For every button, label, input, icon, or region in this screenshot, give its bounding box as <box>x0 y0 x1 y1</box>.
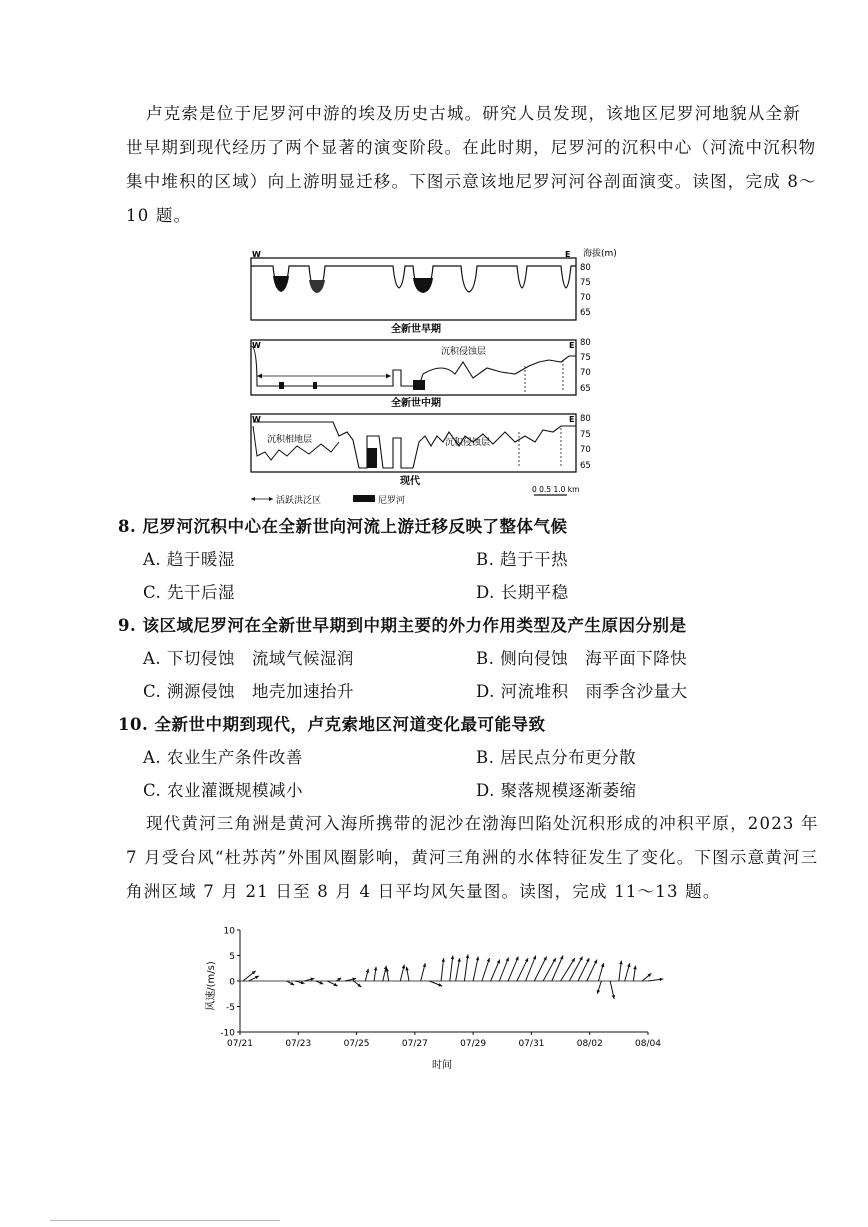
tick-label: 80 <box>580 414 591 424</box>
passage-line: 10 题。 <box>126 206 192 225</box>
passage-line: 世早期到现代经历了两个显著的演变阶段。在此时期，尼罗河的沉积中心（河流中沉积物 <box>126 138 817 157</box>
altitude-label: 海拔(m) <box>583 249 617 259</box>
dir-w: W <box>252 415 261 424</box>
sediment-label-left: 沉积相地层 <box>267 435 313 445</box>
legend-nile: 尼罗河 <box>378 496 406 506</box>
panel-caption: 现代 <box>400 476 420 487</box>
wind-vector <box>648 978 663 981</box>
wind-vector <box>243 971 256 981</box>
tick-label: 65 <box>580 384 591 394</box>
wind-vector <box>421 963 426 981</box>
q10-option-d[interactable]: D. 聚落规模逐渐萎缩 <box>476 781 637 800</box>
q8-option-b[interactable]: B. 趋于干热 <box>476 550 569 569</box>
question-10-stem: 10. 全新世中期到现代，卢克索地区河道变化最可能导致 <box>118 715 546 734</box>
wind-vector-chart <box>200 920 690 1080</box>
x-tick-label: 07/27 <box>401 1039 428 1049</box>
x-axis-label: 时间 <box>432 1060 452 1071</box>
tick-label: 70 <box>580 445 591 455</box>
q9-option-d[interactable]: D. 河流堆积 雨季含沙量大 <box>476 682 688 701</box>
x-tick-label: 07/25 <box>343 1039 370 1049</box>
q8-option-d[interactable]: D. 长期平稳 <box>476 583 569 602</box>
wind-vector <box>441 958 445 981</box>
tick-label: 65 <box>580 461 591 471</box>
wind-vector <box>517 958 528 981</box>
passage-line: 卢克索是位于尼罗河中游的埃及历史古城。研究人员发现，该地区尼罗河地貌从全新 <box>146 104 801 123</box>
y-tick-label: -10 <box>220 1028 235 1039</box>
x-tick-label: 08/02 <box>576 1039 603 1049</box>
wind-vector <box>561 958 575 981</box>
wind-vector <box>327 981 337 986</box>
wind-vector <box>405 967 409 981</box>
river-channel <box>309 280 325 293</box>
legend-nile-swatch <box>353 495 375 502</box>
dir-w: W <box>252 341 261 350</box>
q10-option-c[interactable]: C. 农业灌溉规模减小 <box>143 781 304 800</box>
wind-vector <box>543 958 556 981</box>
question-8-stem: 8. 尼罗河沉积中心在全新世向河流上游迁移反映了整体气候 <box>118 517 568 536</box>
y-tick-label: 0 <box>229 977 235 988</box>
wind-vector <box>345 978 356 981</box>
passage-line: 7 月受台风“杜苏芮”外围风圈影响，黄河三角洲的水体特征发生了变化。下图示意黄河三 <box>126 848 819 867</box>
wind-vector <box>597 981 602 994</box>
wind-vector <box>642 973 651 981</box>
river-channel <box>413 380 425 390</box>
tick-label: 75 <box>580 353 591 363</box>
altitude-ticks <box>580 414 591 471</box>
tick-label: 80 <box>580 338 591 348</box>
x-tick-label: 07/31 <box>518 1039 545 1049</box>
x-tick-label: 07/29 <box>460 1039 487 1049</box>
wind-vector <box>287 981 295 985</box>
passage-line: 角洲区域 7 月 21 日至 8 月 4 日平均风矢量图。读图，完成 11～13 题。 <box>126 882 721 901</box>
altitude-ticks <box>580 263 591 318</box>
dir-e: E <box>565 250 571 259</box>
wind-vector <box>491 960 500 981</box>
panel-caption: 全新世早期 <box>391 324 441 335</box>
x-ticks <box>227 1032 661 1049</box>
dir-w: W <box>252 250 261 259</box>
passage-line: 集中堆积的区域）向上游明显迁移。下图示意该地尼罗河河谷剖面演变。读图，完成 8～ <box>126 172 817 191</box>
dir-e: E <box>569 341 575 350</box>
q9-option-b[interactable]: B. 侧向侵蚀 海平面下降快 <box>476 649 688 668</box>
panel-early-holocene <box>251 247 617 335</box>
tick-label: 70 <box>580 293 591 303</box>
nile-valley-profile-figure <box>243 246 617 508</box>
river-channel <box>279 382 284 389</box>
q9-option-a[interactable]: A. 下切侵蚀 流域气候湿润 <box>143 649 354 668</box>
dir-e: E <box>569 415 575 424</box>
wind-vector <box>473 957 479 981</box>
wind-vector <box>464 954 469 981</box>
y-tick-label: -5 <box>226 1003 235 1013</box>
sediment-label-right: 沉积侵蚀层 <box>445 438 491 448</box>
river-channel <box>413 278 433 293</box>
wind-vector <box>499 958 508 981</box>
wind-vector <box>552 956 563 982</box>
x-tick-label: 08/04 <box>635 1039 661 1049</box>
wind-vector <box>365 969 369 981</box>
wind-vector <box>625 963 631 981</box>
wind-vector <box>249 976 259 981</box>
tick-label: 75 <box>580 278 591 288</box>
legend-floodplain: 活跃洪泛区 <box>276 496 322 506</box>
terrain-line <box>253 422 576 468</box>
y-tick-label: 10 <box>223 926 235 937</box>
passage-line: 现代黄河三角洲是黄河入海所携带的泥沙在渤海凹陷处沉积形成的冲积平原，2023 年 <box>146 814 819 833</box>
river-channel <box>367 448 377 468</box>
q9-option-c[interactable]: C. 溯源侵蚀 地壳加速抬升 <box>143 682 355 701</box>
river-channel <box>313 382 317 389</box>
wind-vector <box>374 967 377 981</box>
wind-vector <box>295 981 304 984</box>
wind-vector <box>316 981 324 984</box>
wind-vector <box>429 981 442 986</box>
y-ticks <box>220 927 240 1039</box>
passage-luxor <box>126 97 817 233</box>
wind-vector <box>508 957 518 981</box>
tick-label: 65 <box>580 308 591 318</box>
wind-vector <box>569 957 582 981</box>
wind-vector <box>456 958 461 981</box>
q10-option-b[interactable]: B. 居民点分布更分散 <box>476 748 637 767</box>
figure-legend <box>251 485 579 506</box>
tick-label: 75 <box>580 430 591 440</box>
wind-vector <box>482 958 490 981</box>
river-channel <box>273 276 289 292</box>
wind-vector <box>354 981 362 987</box>
panel-caption: 全新世中期 <box>391 398 441 409</box>
y-axis-label: 风速/(m/s) <box>206 961 217 1011</box>
wind-vector <box>598 963 604 981</box>
tick-label: 80 <box>580 263 591 273</box>
wind-vector <box>619 961 623 981</box>
question-9-stem: 9. 该区域尼罗河在全新世早期到中期主要的外力作用类型及产生原因分别是 <box>118 616 687 635</box>
q10-option-a[interactable]: A. 农业生产条件改善 <box>143 748 303 767</box>
y-tick-label: 5 <box>229 952 235 962</box>
footer-rule <box>50 1220 280 1221</box>
wind-vector <box>304 978 314 981</box>
q8-option-c[interactable]: C. 先干后湿 <box>143 583 236 602</box>
x-tick-label: 07/23 <box>285 1039 312 1049</box>
wind-vector <box>450 956 454 982</box>
q8-option-a[interactable]: A. 趋于暖湿 <box>143 550 235 569</box>
panel-mid-holocene <box>251 338 591 409</box>
wind-vector <box>400 965 405 981</box>
altitude-ticks <box>580 338 591 394</box>
wind-vector <box>610 981 615 999</box>
scale-label: 0 0.5 1.0 km <box>532 485 580 494</box>
wind-vector <box>633 966 636 981</box>
wind-vector <box>587 960 597 981</box>
passage-yellow-river <box>126 807 819 909</box>
x-tick-label: 07/21 <box>227 1039 253 1049</box>
sediment-label: 沉积侵蚀层 <box>441 347 487 357</box>
tick-label: 70 <box>580 368 591 378</box>
panel-modern <box>251 414 591 487</box>
wind-vectors <box>243 954 663 998</box>
